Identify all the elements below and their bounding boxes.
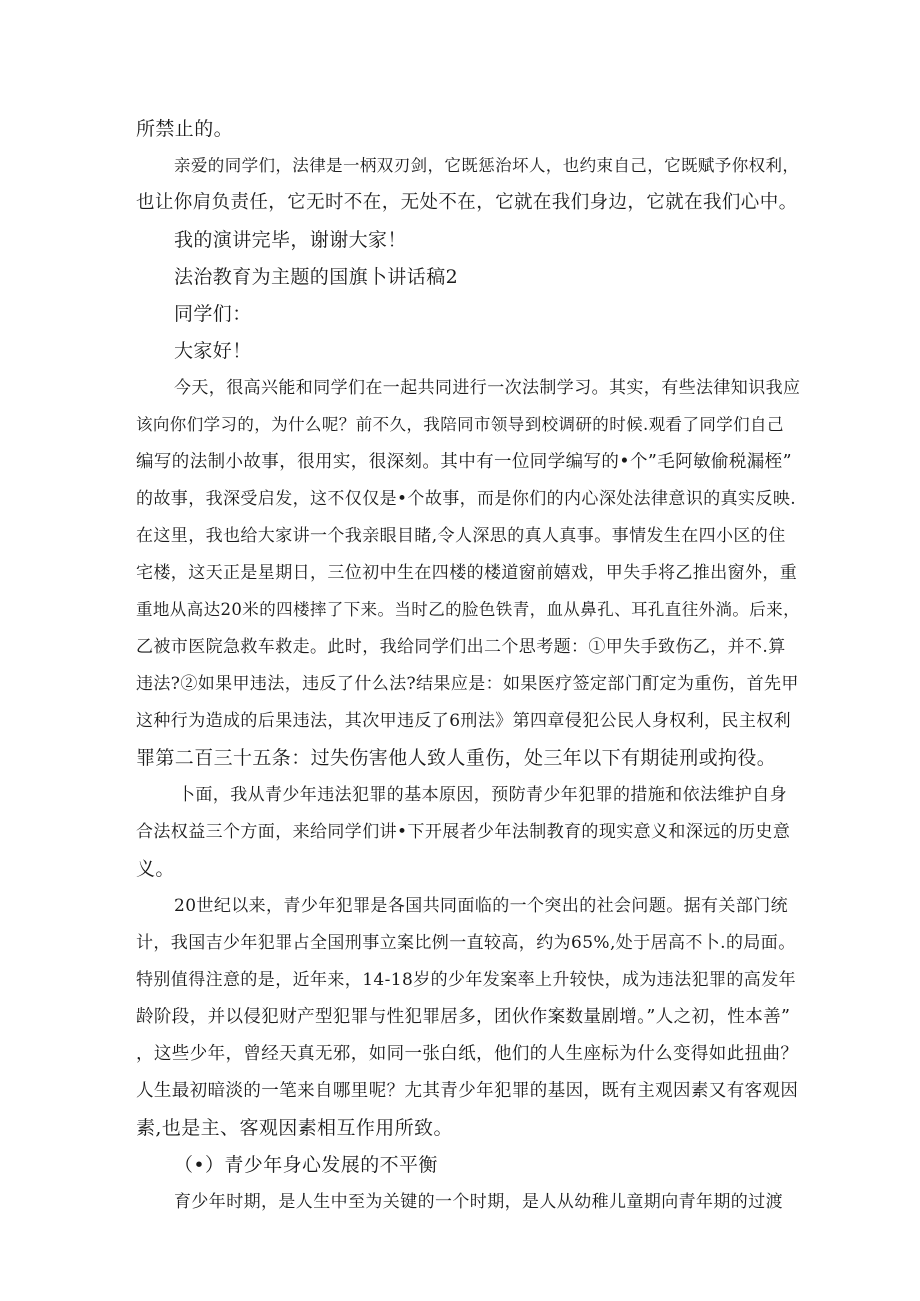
text-line: 违法?②如果甲违法，违反了什么法?结果应是：如果医疗签定部门酊定为重伤，首先甲: [136, 674, 799, 694]
text-line: 在这里，我也给大家讲一个我亲眼目睹,令人深思的真人真事。事情发生在四小区的住: [136, 526, 786, 546]
text-line: 宅楼，这天正是星期日，三位初中生在四楼的楼道窗前嬉戏，甲失手将乙推出窗外，重: [136, 563, 798, 583]
text-line: 编写的法制小故事，很用实，很深刻。其中有一位同学编写的•个”毛阿敏偷税漏桎”: [136, 452, 792, 472]
text-line: 罪第二百三十五条：过失伤害他人致人重伤，处三年以下有期徒刑或拘役。: [136, 747, 777, 769]
text-line: 重地从高达20米的四楼摔了下来。当时乙的脸色铁青，血从鼻孔、耳孔直往外淌。后来，: [136, 600, 800, 619]
subsection-heading: （•）青少年身心发展的不平衡: [174, 1154, 438, 1176]
text-line: ，这些少年，曾经天真无邪，如同一张白纸，他们的人生座标为什么变得如此扭曲？: [136, 1044, 799, 1064]
text-line: 该向你们学习的，为什么呢？前不久，我陪同市领导到校调研的时候.观看了同学们自己: [136, 415, 784, 434]
text-line: 20世纪以来，青少年犯罪是各国共同面临的一个突出的社会问题。据有关部门统: [174, 896, 789, 916]
text-line: 所禁止的。: [136, 118, 234, 140]
text-line: 的故事，我深受启发，这不仅仅是•个故事，而是你们的内心深处法律意识的真实反映.: [136, 489, 797, 509]
text-line: 今天，很高兴能和同学们在一起共同进行一次法制学习。其实，有些法律知识我应: [174, 378, 801, 398]
text-line: 我的演讲完毕，谢谢大家！: [174, 229, 407, 251]
text-line: 人生最初暗淡的一笔来自哪里呢？尢其青少年犯罪的基因，既有主观因素又有客观因: [136, 1081, 799, 1101]
text-line: 合法权益三个方面，来给同学们讲•下开展者少年法制教育的现实意义和深远的历史意: [136, 822, 791, 842]
text-line: 素,也是主、客观因素相互作用所致。: [136, 1117, 453, 1139]
text-line: 同学们：: [174, 303, 252, 325]
text-line: 这种行为造成的后果违法，其次甲违反了6刑法》第四章侵犯公民人身权利，民主权利: [136, 711, 792, 731]
text-line: 卜面，我从青少年违法犯罪的基本原因，预防青少年犯罪的措施和依法维护自身: [178, 785, 787, 805]
text-line: 特别值得注意的是，近年来，14-18岁的少年发案率上升较快，成为违法犯罪的高发年: [136, 970, 797, 990]
text-line: 也让你肩负责任，它无时不在，无处不在，它就在我们身边，它就在我们心中。: [136, 192, 798, 213]
text-line: 龄阶段，并以侵犯财产型犯罪与性犯罪居多，团伙作案数量剧增。”人之初，性本善”: [136, 1007, 791, 1027]
text-line: 义。: [136, 858, 175, 880]
text-line: 计，我国吉少年犯罪占全国刑事立案比例一直较高，约为65%,处于居高不卜.的局面。: [136, 933, 796, 953]
text-line: 亲爱的同学们，法律是一柄双刃剑，它既惩治坏人，也约束自己，它既赋予你权利，: [174, 156, 800, 175]
text-line: 大家好！: [174, 340, 252, 362]
text-line: 育少年时期，是人生中至为关键的一个时期，是人从幼稚儿童期向青年期的过渡: [174, 1192, 783, 1212]
section-heading: 法治教育为主题的国旗卜讲话稿2: [174, 266, 459, 288]
text-line: 乙被市医院急救车救走。此时，我给同学们出二个思考题：①甲失手致伤乙，并不.算: [136, 637, 786, 657]
